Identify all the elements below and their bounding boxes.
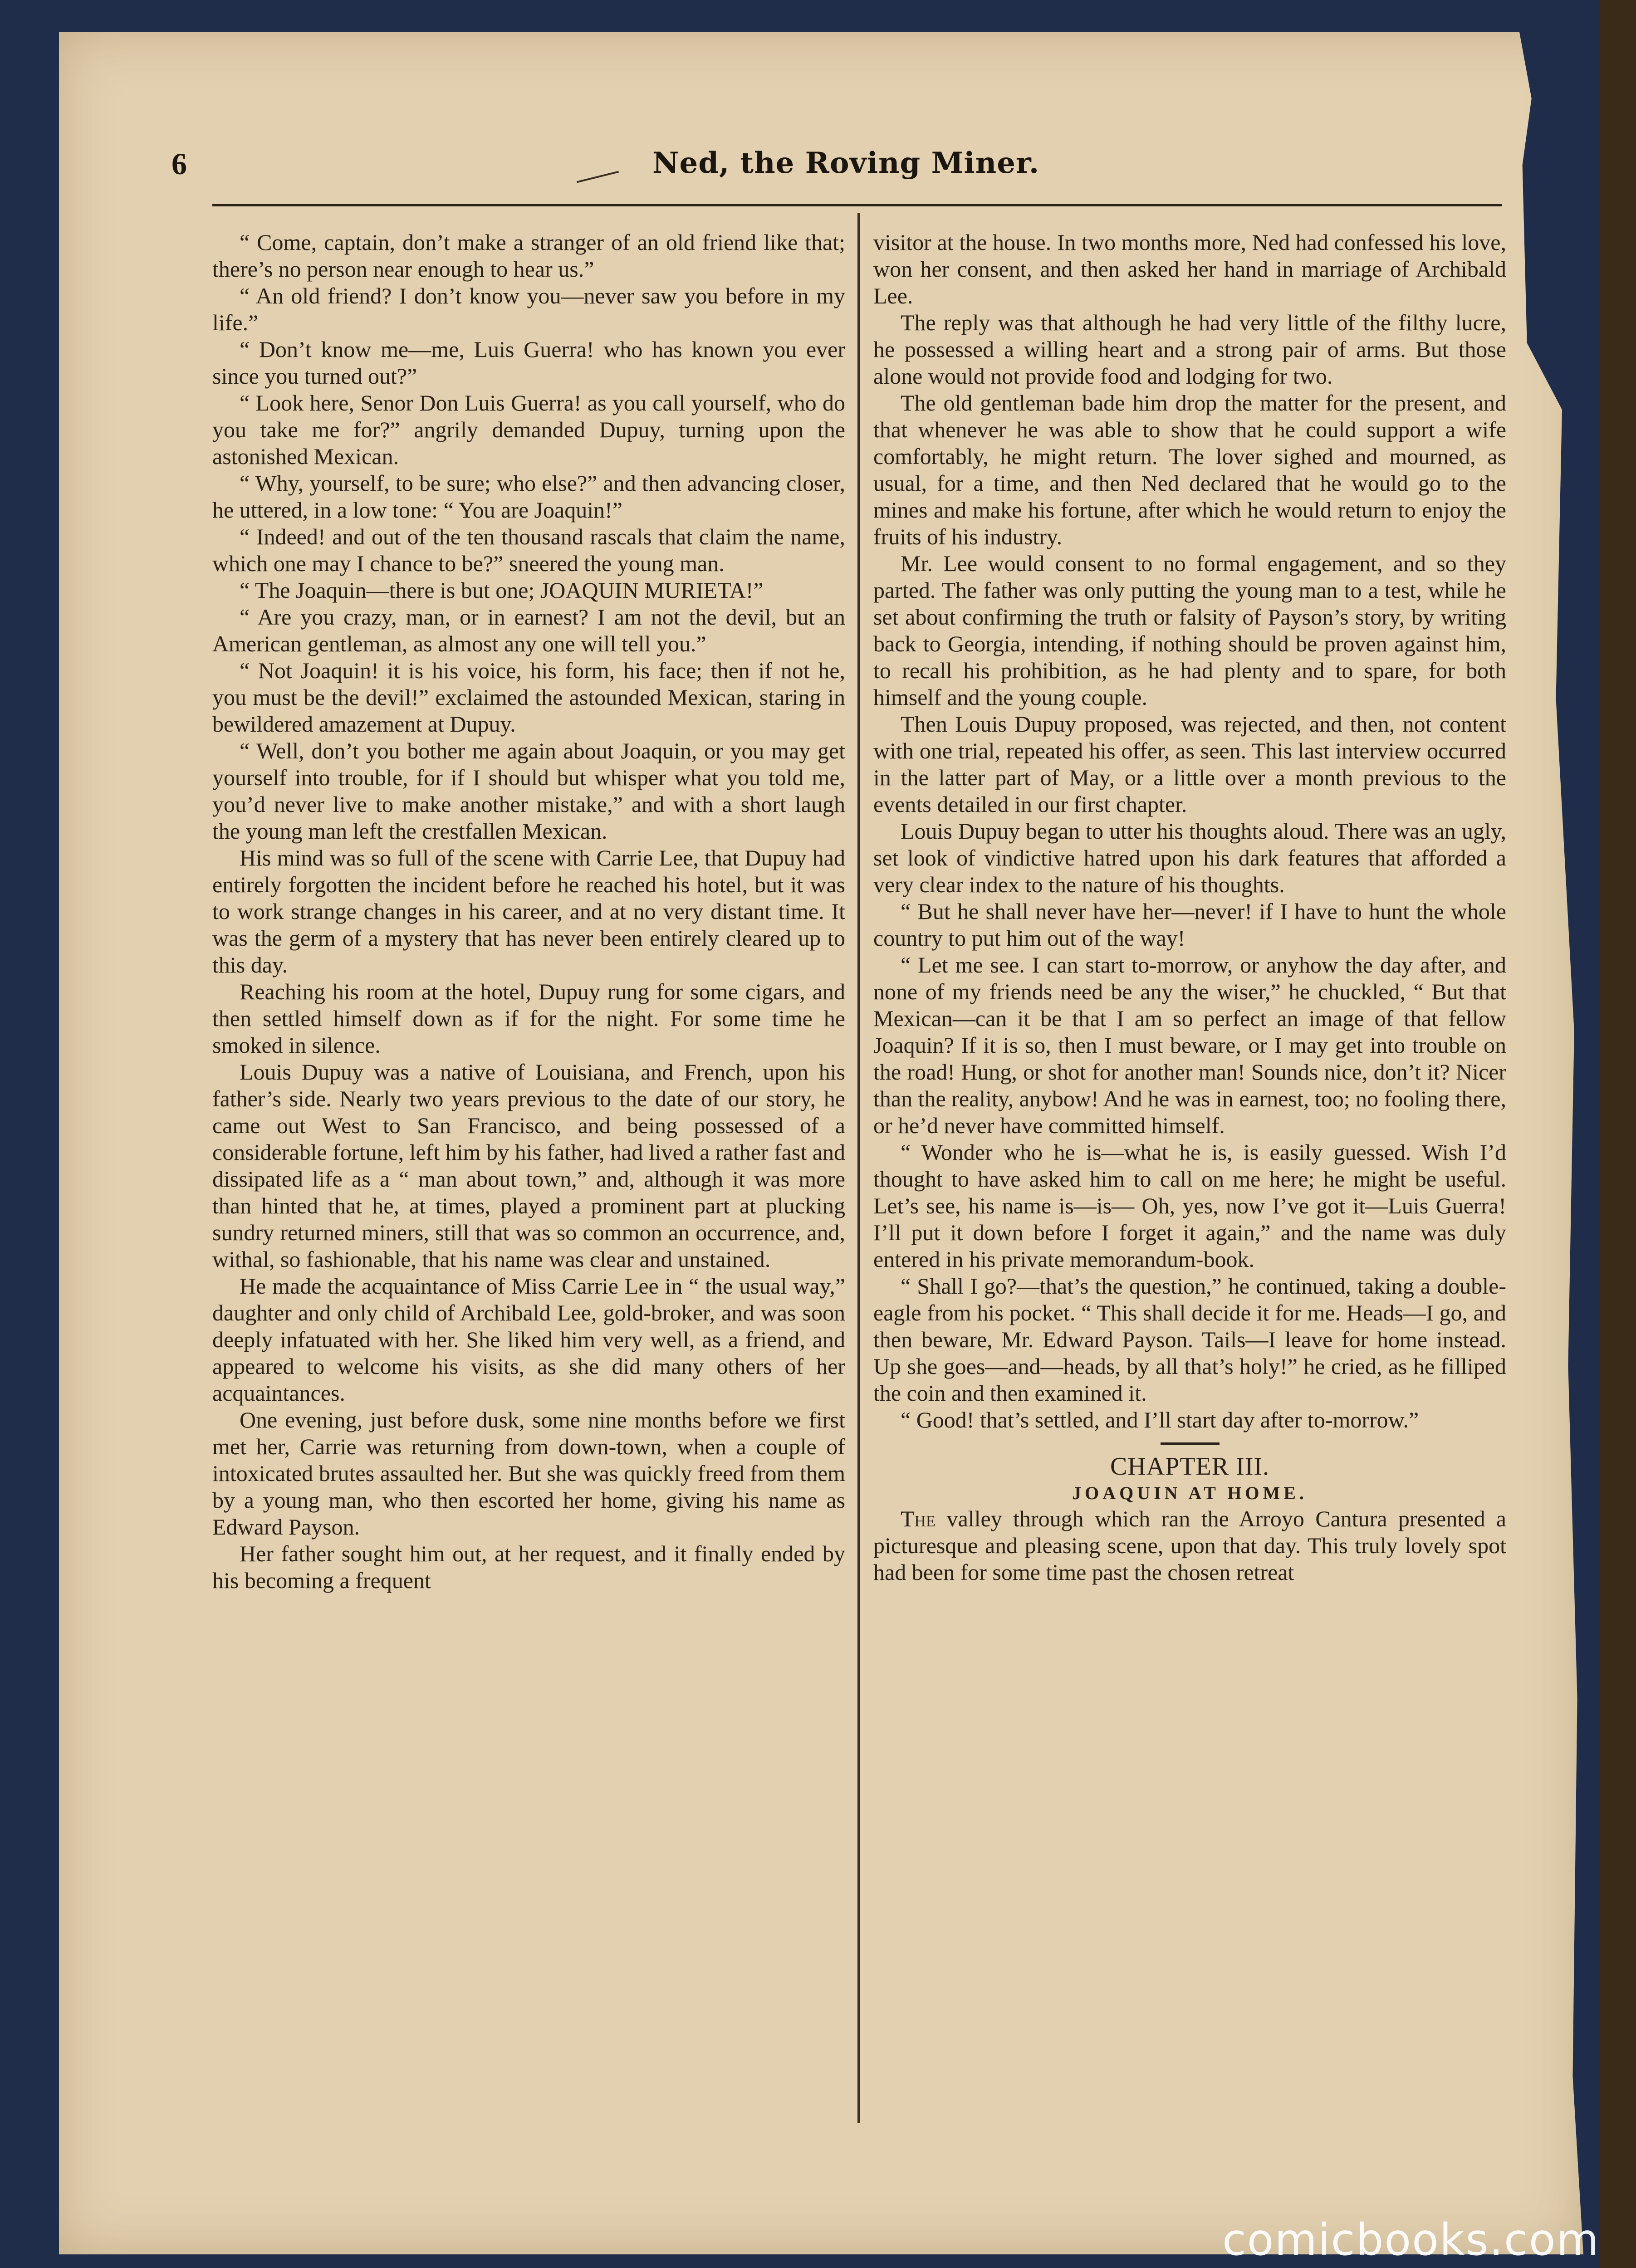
chapter-opening-word: The: [901, 1506, 936, 1531]
running-title: Ned, the Roving Miner.: [652, 146, 1040, 180]
paragraph: visitor at the house. In two months more, Ned had confessed his love, won her consent, and then asked her hand in marriage of Archibald Lee.: [873, 230, 1506, 308]
page-number: 6: [171, 147, 187, 181]
paragraph: He made the acquaintance of Miss Carrie Lee in “ the usual way,” daughter and only child of Archibald Lee, gold-broker, and was soon deeply infatuated with her. She liked him very well, as a friend, and appeared to welcome his visits, as she did many others of her acquaintances.: [212, 1273, 845, 1406]
paragraph: “ An old friend? I don’t know you—never saw you before in my life.”: [212, 283, 845, 335]
left-column: [212, 229, 845, 1594]
chapter-opening-paragraph: [873, 1505, 1506, 1586]
section-rule: [1161, 1442, 1220, 1445]
paragraph: His mind was so full of the scene with Carrie Lee, that Dupuy had entirely forgotten the incident before he reached his hotel, but it was to work strange changes in his career, and at no very distant time. It was the germ of a mystery that has never been entirely cleared up to this day.: [212, 845, 845, 978]
paragraph: “ Well, don’t you bother me again about Joaquin, or you may get yourself into trouble, for if I should but whisper what you told me, you’d never live to make another mistake,” and with a short laugh the young man left the crestfallen Mexican.: [212, 738, 845, 844]
paragraph: “ Shall I go?—that’s the question,” he continued, taking a double-eagle from his pocket. “ This shall decide it for me. Heads—I go, and then beware, Mr. Edward Payson. Tails—I leave for home instead. Up she goes—and—heads, by all that’s holy!” he cried, as he filliped the coin and then examined it.: [873, 1273, 1506, 1406]
paragraph: “ Come, captain, don’t make a stranger of an old friend like that; there’s no person near enough to hear us.”: [212, 230, 845, 282]
paragraph: “ Not Joaquin! it is his voice, his form, his face; then if not he, you must be the devil!” exclaimed the astounded Mexican, staring in bewildered amazement at Dupuy.: [212, 658, 845, 737]
page-header: [171, 146, 1514, 200]
paragraph: The reply was that although he had very little of the filthy lucre, he possessed a willing heart and a strong pair of arms. But those alone would not provide food and lodging for two.: [873, 310, 1506, 389]
site-watermark: comicbooks.com: [1222, 2214, 1600, 2265]
paragraph: Louis Dupuy was a native of Louisiana, and French, upon his father’s side. Nearly two years previous to the date of our story, he came out West to San Francisco, and being possessed of a considerable fortune, left him by his father, had lived a rather fast and dissipated life as a “ man about town,” and, although it was more than hinted that he, at times, played a prominent part at plucking sundry returned miners, still that was so common an occurrence, and, withal, so fashionable, that his name was clear and unstained.: [212, 1059, 845, 1272]
paragraph: Louis Dupuy began to utter his thoughts aloud. There was an ugly, set look of vindictive hatred upon his dark features that afforded a very clear index to the nature of his thoughts.: [873, 818, 1506, 897]
paragraph: “ Why, yourself, to be sure; who else?” and then advancing closer, he uttered, in a low tone: “ You are Joaquin!”: [212, 470, 845, 523]
paragraph: “ Indeed! and out of the ten thousand rascals that claim the name, which one may I chance to be?” sneered the young man.: [212, 524, 845, 576]
paragraph: “ Let me see. I can start to-morrow, or anyhow the day after, and none of my friends need be any the wiser,” he chuckled, “ But that Mexican—can it be that I am so perfect an image of that fellow Joaquin? If it is so, then I must beware, or I may get into trouble on the road! Hung, or shot for another man! Sounds nice, don’t it? Nicer than the reality, anybow! And he was in earnest, too; no fooling there, or he’d never have committed himself.: [873, 952, 1506, 1138]
chapter-opening-text: valley through which ran the Arroyo Cantura presented a picturesque and pleasing scene, upon that day. This truly lovely spot had been for some time past the chosen retreat: [873, 1506, 1506, 1585]
paragraph: Her father sought him out, at her request, and it finally ended by his becoming a frequent: [212, 1541, 845, 1593]
paragraph: “ Don’t know me—me, Luis Guerra! who has known you ever since you turned out?”: [212, 337, 845, 389]
paragraph: “ Are you crazy, man, or in earnest? I am not the devil, but an American gentleman, as almost any one will tell you.”: [212, 604, 845, 656]
paragraph: “ Look here, Senor Don Luis Guerra! as you call yourself, who do you take me for?” angrily demanded Dupuy, turning upon the astonished Mexican.: [212, 390, 845, 469]
paragraph: “ Good! that’s settled, and I’ll start day after to-morrow.”: [901, 1407, 1419, 1432]
paragraph: “ But he shall never have her—never! if I have to hunt the whole country to put him out of the way!: [873, 899, 1506, 951]
paragraph: Then Louis Dupuy proposed, was rejected, and then, not content with one trial, repeated his offer, as seen. This last interview occurred in the latter part of May, or a little over a month previous to the events detailed in our first chapter.: [873, 711, 1506, 817]
paragraph: The old gentleman bade him drop the matter for the present, and that whenever he was able to show that he could support a wife comfortably, he might return. The lover sighed and mourned, as usual, for a time, and then Ned declared that he would go to the mines and make his fortune, after which he would return to enjoy the fruits of his industry.: [873, 390, 1506, 549]
right-column: [873, 229, 1506, 1586]
paragraph: “ Wonder who he is—what he is, is easily guessed. Wish I’d thought to have asked him to call on me here; he might be useful. Let’s see, his name is—is— Oh, yes, now I’ve got it—Luis Guerra! I’ll put it down before I forget it again,” and the name was duly entered in his private memorandum-book.: [873, 1139, 1506, 1272]
paragraph: “ The Joaquin—there is but one; JOAQUIN MURIETA!”: [240, 577, 764, 603]
column-divider: [857, 213, 860, 2123]
background-edge: [1600, 0, 1636, 2268]
chapter-subtitle: JOAQUIN AT HOME.: [1072, 1483, 1308, 1503]
header-rule: [212, 204, 1502, 206]
paragraph: Reaching his room at the hotel, Dupuy rung for some cigars, and then settled himself down as if for the night. For some time he smoked in silence.: [212, 979, 845, 1058]
paragraph: One evening, just before dusk, some nine months before we first met her, Carrie was returning from down-town, when a couple of intoxicated brutes assaulted her. But she was quickly freed from them by a young man, who then escorted her home, giving his name as Edward Payson.: [212, 1407, 845, 1540]
chapter-heading: CHAPTER III.: [1110, 1452, 1270, 1481]
paragraph: Mr. Lee would consent to no formal engagement, and so they parted. The father was only putting the young man to a test, while he set about confirming the truth or falsity of Payson’s story, by writing back to Georgia, intending, if nothing should be proven against him, to recall his prohibition, as he had plenty and to spare, for both himself and the young couple.: [873, 551, 1506, 710]
